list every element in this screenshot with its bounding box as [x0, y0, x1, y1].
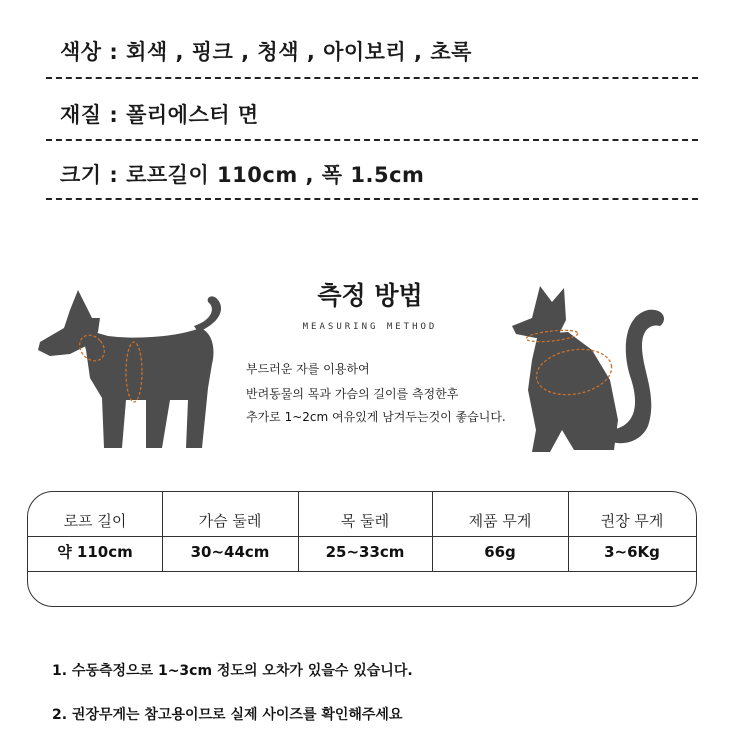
- table-header: 목 둘레: [340, 512, 390, 530]
- divider: [46, 77, 698, 79]
- instruction-line: 부드러운 자를 이용하여: [246, 362, 370, 376]
- table-cell: 3~6Kg: [604, 543, 660, 561]
- table-cell: 약 110cm: [57, 543, 133, 561]
- measure-subtitle: MEASURING METHOD: [302, 322, 438, 332]
- table-header: 가슴 둘레: [198, 512, 262, 530]
- instruction-line: 추가로 1~2cm 여유있게 남겨두는것이 좋습니다.: [246, 410, 506, 424]
- spec-material: 재질 : 폴리에스터 면: [60, 103, 259, 127]
- dog-silhouette-icon: [30, 288, 242, 458]
- table-cell: 25~33cm: [325, 543, 405, 561]
- table-row-divider: [28, 571, 696, 572]
- table-cell: 30~44cm: [190, 543, 270, 561]
- table-header: 권장 무게: [600, 512, 664, 530]
- size-table: [27, 491, 697, 607]
- note-2: 2. 권장무게는 참고용이므로 실제 사이즈를 확인해주세요: [52, 707, 403, 723]
- table-cell: 66g: [484, 543, 516, 561]
- table-header: 로프 길이: [63, 512, 127, 530]
- cat-silhouette-icon: [502, 280, 684, 460]
- divider: [46, 198, 698, 200]
- spec-color: 색상 : 회색 , 핑크 , 청색 , 아이보리 , 초록: [60, 40, 472, 64]
- measure-title: 측정 방법: [317, 281, 423, 310]
- divider: [46, 139, 698, 141]
- note-1: 1. 수동측정으로 1~3cm 정도의 오차가 있을수 있습니다.: [52, 663, 413, 679]
- table-header: 제품 무게: [468, 512, 532, 530]
- spec-size: 크기 : 로프길이 110cm , 폭 1.5cm: [60, 163, 425, 187]
- instruction-line: 반려동물의 목과 가슴의 길이를 측정한후: [246, 387, 459, 401]
